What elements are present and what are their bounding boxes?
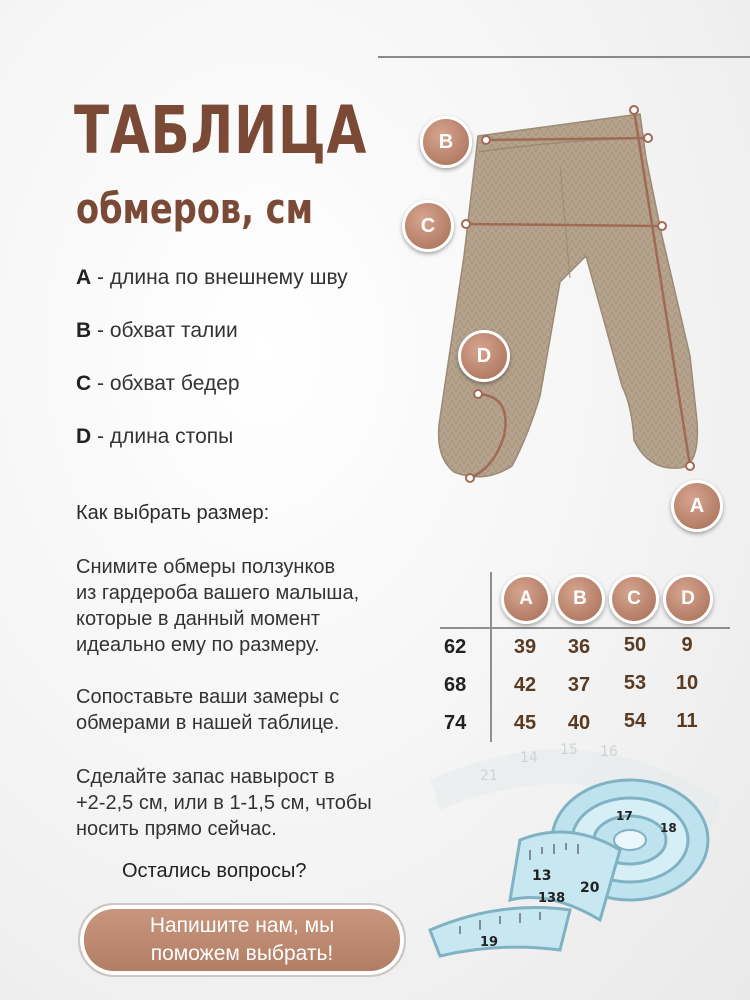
table-cell: 50 <box>623 634 647 656</box>
table-cell: 42 <box>513 674 537 696</box>
legend-text: - обхват бедер <box>91 372 240 395</box>
badge-b: B <box>420 116 472 168</box>
badge-d: D <box>458 330 510 382</box>
legend-item-a <box>76 266 436 319</box>
tape-number: 13 <box>532 868 552 884</box>
table-cell: 9 <box>681 634 693 656</box>
how-to-choose-title: Как выбрать размер: <box>76 502 270 524</box>
legend-item-c <box>76 372 436 425</box>
text-line: Снимите обмеры ползунков <box>76 556 336 578</box>
legend-letter: D <box>76 425 92 448</box>
cta-line-2: поможем выбрать! <box>150 942 334 965</box>
tape-number: 18 <box>660 821 677 835</box>
legend-letter: B <box>76 319 92 342</box>
top-divider <box>378 56 750 58</box>
badge-a: A <box>671 480 723 532</box>
table-header-d: D <box>663 574 713 624</box>
table-header-c: C <box>609 574 659 624</box>
legend-letter: A <box>76 266 92 289</box>
text-line: из гардероба вашего малыша, <box>76 582 360 604</box>
instruction-paragraph-2 <box>76 684 456 736</box>
size-table <box>440 562 745 752</box>
table-vertical-line <box>490 572 492 742</box>
table-cell: 11 <box>676 710 698 732</box>
tape-number: 19 <box>480 935 499 950</box>
cta-line-1: Напишите нам, мы <box>149 914 335 937</box>
contact-us-button[interactable] <box>78 903 406 977</box>
legend-item-d <box>76 425 436 478</box>
size-label: 74 <box>444 712 467 734</box>
text-line: идеально ему по размеру. <box>76 634 320 656</box>
size-label: 68 <box>444 674 467 696</box>
page-title: ТАБЛИЦА <box>74 92 368 169</box>
table-horizontal-line <box>440 627 730 629</box>
pants-shape <box>439 114 698 477</box>
tape-number: 16 <box>600 744 618 760</box>
tape-number: 138 <box>538 891 566 906</box>
text-line: Сопоставьте ваши замеры с <box>76 686 340 708</box>
table-cell: 40 <box>567 712 591 734</box>
measurement-legend <box>76 266 436 478</box>
table-cell: 45 <box>513 712 537 734</box>
badge-c: C <box>402 200 454 252</box>
legend-item-b <box>76 319 436 372</box>
text-line: Сделайте запас навырост в <box>76 766 335 788</box>
tape-number: 15 <box>560 742 578 758</box>
table-cell: 37 <box>567 674 591 696</box>
text-line: +2-2,5 см, или в 1-1,5 см, чтобы <box>76 792 372 814</box>
measuring-tape-image <box>420 720 740 960</box>
legend-letter: C <box>76 372 92 395</box>
table-header-a: A <box>501 574 551 624</box>
instruction-paragraph-1 <box>76 554 456 658</box>
tape-number: 21 <box>480 768 498 784</box>
tape-number: 20 <box>580 880 600 896</box>
table-header-b: B <box>555 574 605 624</box>
instruction-paragraph-3 <box>76 764 456 842</box>
legend-text: - длина по внешнему шву <box>91 266 348 289</box>
table-cell: 39 <box>513 636 537 658</box>
text-line: которые в данный момент <box>76 608 321 630</box>
table-cell: 36 <box>567 636 591 658</box>
table-cell: 53 <box>623 672 647 694</box>
table-cell: 10 <box>675 672 699 694</box>
size-label: 62 <box>444 636 467 658</box>
legend-text: - длина стопы <box>91 425 234 448</box>
questions-label: Остались вопросы? <box>122 860 307 882</box>
tape-number: 14 <box>520 750 538 766</box>
tape-number: 17 <box>616 809 633 823</box>
legend-text: - обхват талии <box>91 319 238 342</box>
page-subtitle: обмеров, см <box>76 184 314 233</box>
text-line: обмерами в нашей таблице. <box>76 712 340 734</box>
table-cell: 54 <box>623 710 647 732</box>
text-line: носить прямо сейчас. <box>76 818 277 840</box>
